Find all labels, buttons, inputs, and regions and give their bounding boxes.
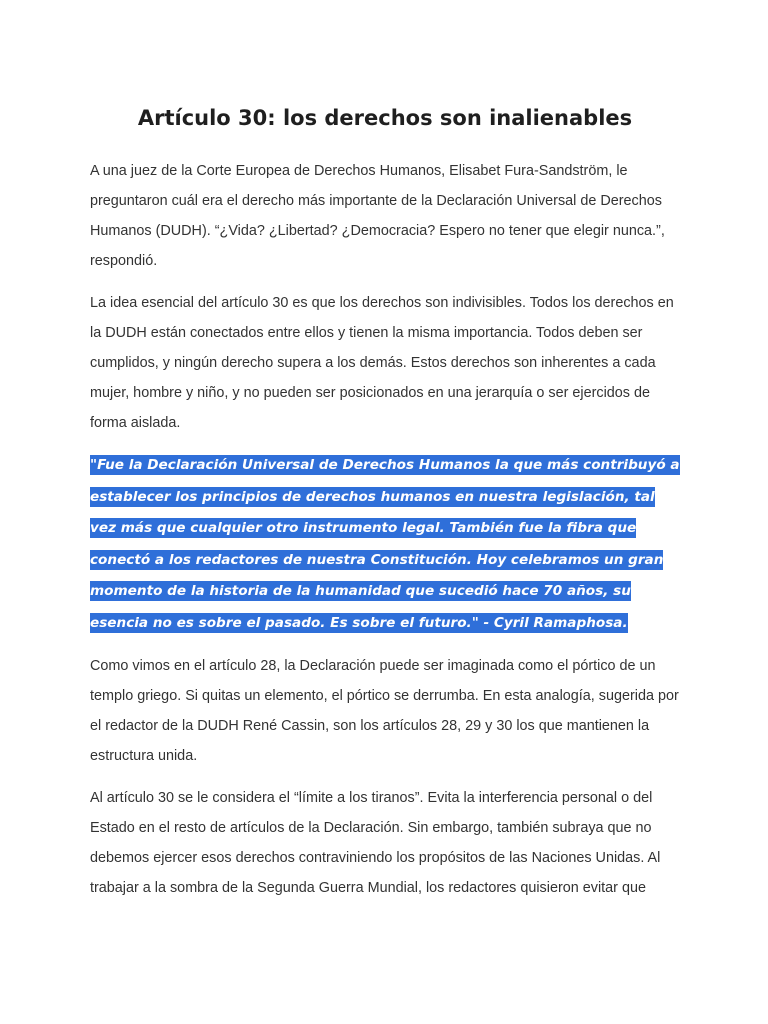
paragraph-tyrants-limit: Al artículo 30 se le considera el “límite a los tiranos”. Evita la interferencia personal o del Estado en el resto de artículos de la Declaración. Sin embargo, también subraya que no debemos ejercer esos derechos contraviniendo los propósitos de las Naciones Unidas. Al trabajar a la sombra de la Segunda Guerra Mundial, los redactores quisieron evitar que <box>90 790 661 896</box>
paragraph-intro: A una juez de la Corte Europea de Derechos Humanos, Elisabet Fura-Sandström, le preguntaron cuál era el derecho más importante de la Declaración Universal de Derechos Humanos (DUDH). “¿Vida? ¿Libertad? ¿Democracia? Espero no tener que elegir nunca.”, respondió. <box>90 163 665 269</box>
highlighted-quote <box>90 450 680 639</box>
article-body <box>90 100 680 915</box>
quote-text: "Fue la Declaración Universal de Derechos Humanos la que más contribuyó a establecer los principios de derechos humanos en nuestra legislación, tal vez más que cualquier otro instrumento legal. También fue la fibra que conectó a los redactores de nuestra Constitución. Hoy celebramos un gran momento de la historia de la humanidad que sucedió hace 70 años, su esencia no es sobre el pasado. Es sobre el futuro." - Cyril Ramaphosa. <box>90 457 680 631</box>
article-title: Artículo 30: los derechos son inalienables <box>137 106 633 130</box>
paragraph-temple-analogy: Como vimos en el artículo 28, la Declaración puede ser imaginada como el pórtico de un templo griego. Si quitas un elemento, el pórtico se derrumba. En esta analogía, sugerida por el redactor de la DUDH René Cassin, son los artículos 28, 29 y 30 los que mantienen la estructura unida. <box>90 658 679 764</box>
paragraph-essential-idea: La idea esencial del artículo 30 es que los derechos son indivisibles. Todos los derechos en la DUDH están conectados entre ellos y tienen la misma importancia. Todos deben ser cumplidos, y ningún derecho supera a los demás. Estos derechos son inherentes a cada mujer, hombre y niño, y no pueden ser posicionados en una jerarquía o ser ejercidos de forma aislada. <box>90 295 674 431</box>
